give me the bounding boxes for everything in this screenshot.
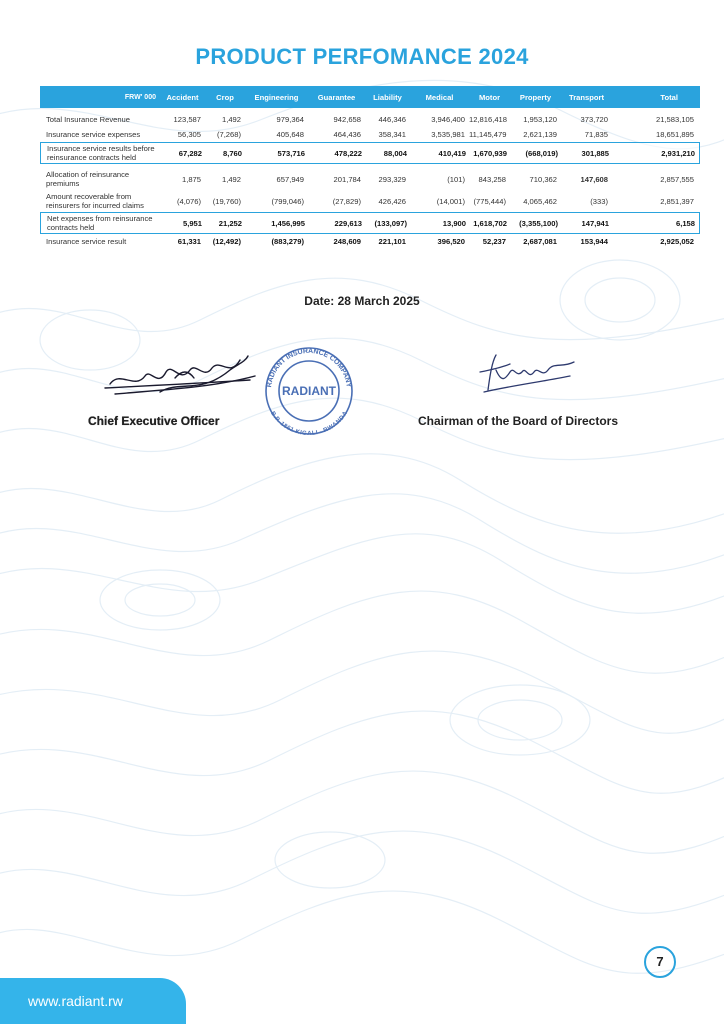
table-cell: 3,946,400 xyxy=(431,115,465,124)
table-cell: 52,237 xyxy=(482,237,506,246)
table-cell: 410,419 xyxy=(438,148,466,158)
table-cell: (14,001) xyxy=(436,196,465,206)
table-cell: 147,941 xyxy=(581,218,609,228)
table-cell: 88,004 xyxy=(383,148,407,158)
row-label: Insurance service result xyxy=(46,237,127,246)
table-cell: (333) xyxy=(590,196,608,206)
table-cell: (27,829) xyxy=(332,196,361,206)
ceo-title: Chief Executive Officer xyxy=(88,414,220,428)
table-cell: 573,716 xyxy=(277,148,305,158)
table-row-highlighted xyxy=(40,212,700,234)
table-cell: 6,158 xyxy=(675,218,695,228)
table-row xyxy=(40,127,700,142)
chairman-signature xyxy=(470,350,580,395)
table-cell: 11,145,479 xyxy=(469,130,507,139)
table-row xyxy=(40,168,700,190)
row-label: Allocation of reinsurance premiums xyxy=(46,170,130,188)
table-cell: 67,282 xyxy=(178,148,202,158)
table-header-row xyxy=(40,86,700,108)
table-cell: 1,456,995 xyxy=(271,218,305,228)
product-performance-table xyxy=(40,86,700,249)
table-cell: 405,648 xyxy=(276,130,304,139)
column-header: Total xyxy=(660,92,678,102)
table-cell: (4,076) xyxy=(176,196,201,206)
table-cell: 21,583,105 xyxy=(655,115,694,124)
table-cell: 229,613 xyxy=(334,218,362,228)
table-cell: 1,670,939 xyxy=(473,148,507,158)
row-label: Amount recoverable from reinsurers for incurred claims xyxy=(46,192,144,210)
svg-text:B.P. 1861 KIGALI - RWANDA xyxy=(269,410,349,435)
row-label: Net expenses from reinsurance contracts held xyxy=(47,214,153,232)
table-cell: (883,279) xyxy=(271,237,304,246)
table-cell: 201,784 xyxy=(333,174,361,184)
table-cell: 13,900 xyxy=(442,218,466,228)
column-header: Medical xyxy=(425,92,454,102)
table-cell: 5,951 xyxy=(182,218,202,228)
table-cell: 248,609 xyxy=(333,237,361,246)
table-cell: (7,268) xyxy=(216,130,241,139)
table-cell: 942,658 xyxy=(333,115,361,124)
table-cell: 1,953,120 xyxy=(523,115,557,124)
table-cell: 2,851,397 xyxy=(660,196,694,206)
table-cell: 1,492 xyxy=(221,174,241,184)
stamp-ring-top: RADIANT INSURANCE COMPANY xyxy=(266,347,352,388)
table-cell: 2,687,081 xyxy=(523,237,557,246)
table-cell: (3,355,100) xyxy=(519,218,558,228)
table-cell: (101) xyxy=(447,174,465,184)
row-label: Insurance service expenses xyxy=(46,130,141,139)
column-header: Engineering xyxy=(254,92,299,102)
table-cell: 2,621,139 xyxy=(523,130,557,139)
table-cell: 843,258 xyxy=(478,174,506,184)
ceo-signature xyxy=(100,350,260,405)
report-date: Date: 28 March 2025 xyxy=(304,294,420,308)
stamp-center-text: RADIANT xyxy=(282,384,336,398)
column-header: Accident xyxy=(166,92,199,102)
svg-text:RADIANT INSURANCE COMPANY xyxy=(266,348,352,388)
table-row xyxy=(40,234,700,249)
table-cell: 1,875 xyxy=(181,174,201,184)
table-cell: 301,885 xyxy=(581,148,609,158)
table-cell: 153,944 xyxy=(580,237,608,246)
table-cell: (133,097) xyxy=(374,218,407,228)
footer-banner xyxy=(0,978,186,1024)
table-cell: 71,835 xyxy=(584,130,608,139)
column-header: Guarantee xyxy=(317,92,356,102)
column-header: Motor xyxy=(478,92,501,102)
table-cell: 446,346 xyxy=(378,115,406,124)
table-cell: (775,444) xyxy=(473,196,506,206)
table-cell: 21,252 xyxy=(218,218,242,228)
unit-label: FRW' 000 xyxy=(124,93,156,101)
stamp-ring-bottom: B.P. 1861 KIGALI - RWANDA xyxy=(269,410,349,435)
table-cell: 478,222 xyxy=(334,148,362,158)
table-cell: 979,364 xyxy=(276,115,304,124)
table-cell: 8,760 xyxy=(222,148,242,158)
table-cell: 396,520 xyxy=(437,237,465,246)
table-cell: 123,587 xyxy=(173,115,201,124)
page-number: 7 xyxy=(644,946,676,978)
table-cell: 12,816,418 xyxy=(469,115,508,124)
table-cell: 3,535,981 xyxy=(431,130,465,139)
table-cell: (668,019) xyxy=(525,148,558,158)
table-cell: 657,949 xyxy=(276,174,304,184)
table-cell: 147,608 xyxy=(580,174,608,184)
row-label: Total Insurance Revenue xyxy=(46,115,131,124)
table-cell: (19,760) xyxy=(212,196,241,206)
table-cell: (12,492) xyxy=(212,237,241,246)
row-label: Insurance service results before reinsurance contracts held xyxy=(47,144,155,162)
table-cell: 1,618,702 xyxy=(473,218,507,228)
table-cell: 1,492 xyxy=(221,115,241,124)
table-cell: 710,362 xyxy=(529,174,557,184)
table-cell: 464,436 xyxy=(333,130,361,139)
table-cell: 2,931,210 xyxy=(661,148,695,158)
table-cell: 2,925,052 xyxy=(660,237,694,246)
column-header: Property xyxy=(519,92,552,102)
table-cell: 56,305 xyxy=(177,130,201,139)
table-cell: 4,065,462 xyxy=(523,196,557,206)
table-row xyxy=(40,190,700,212)
table-cell: 426,426 xyxy=(378,196,406,206)
column-header: Crop xyxy=(216,92,234,102)
column-header: Transport xyxy=(568,92,605,102)
table-cell: (799,046) xyxy=(271,196,304,206)
table-cell: 221,101 xyxy=(378,237,406,246)
table-row xyxy=(40,112,700,127)
table-cell: 18,651,895 xyxy=(655,130,694,139)
company-stamp xyxy=(257,345,362,435)
table-cell: 358,341 xyxy=(378,130,406,139)
table-cell: 2,857,555 xyxy=(660,174,694,184)
table-row-highlighted xyxy=(40,142,700,164)
chairman-title: Chairman of the Board of Directors xyxy=(418,414,619,428)
website-link[interactable]: www.radiant.rw xyxy=(28,993,123,1009)
table-cell: 61,331 xyxy=(177,237,201,246)
page-title: PRODUCT PERFOMANCE 2024 xyxy=(195,44,529,69)
column-header: Liability xyxy=(373,92,402,102)
table-cell: 373,720 xyxy=(580,115,608,124)
table-cell: 293,329 xyxy=(378,174,406,184)
